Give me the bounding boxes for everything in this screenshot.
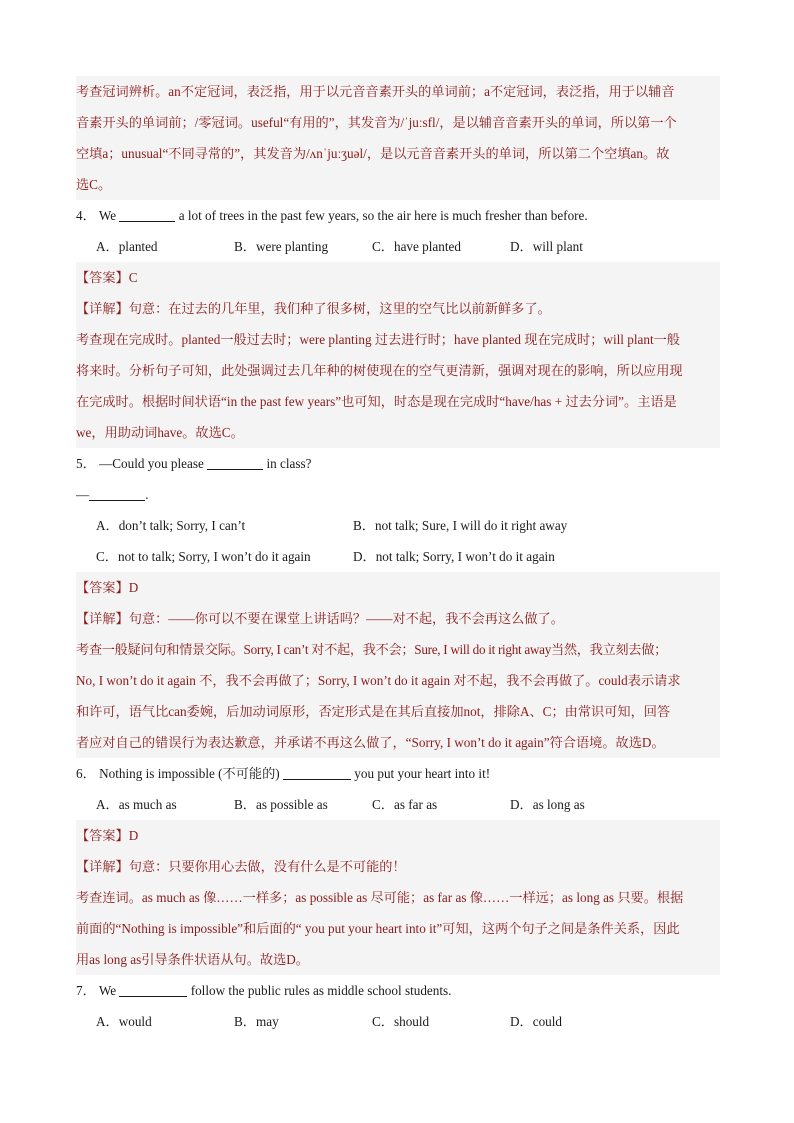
stem-text: a lot of trees in the past few years, so the air here is much fresher than before.	[178, 208, 588, 223]
detail-line: 考查现在完成时。planted一般过去时；were planting 过去进行时；have planted 现在完成时；will plant一般	[76, 332, 680, 347]
detail-line: 考查连词。as much as 像……一样多；as possible as 尽可能；as far as 像……一样远；as long as 只要。根据	[76, 890, 684, 905]
question-5-reply	[76, 479, 720, 510]
reply-blank	[89, 486, 145, 501]
option-b: B．were planting	[234, 239, 329, 254]
option-a: A．as much as	[96, 797, 177, 812]
stem-text: We	[98, 983, 117, 998]
stem-text: you put your heart into it!	[354, 766, 491, 781]
answer-line	[76, 262, 720, 293]
question-number: 6．	[76, 766, 96, 781]
answer-line	[76, 572, 720, 603]
detail-label: 【详解】	[76, 611, 129, 626]
question-number: 4．	[76, 208, 96, 223]
question-number: 5．	[76, 456, 96, 471]
explanation-line: 音素开头的单词前；/零冠词。useful“有用的”，其发音为/ˈjuːsfl/，是以辅音音素开头的单词，所以第一个	[76, 115, 677, 130]
detail-label: 【详解】	[76, 301, 129, 316]
option-c: C．not to talk; Sorry, I won’t do it again	[96, 549, 311, 564]
detail-text: 句意：——你可以不要在课堂上讲话吗？——对不起，我不会再这么做了。	[128, 611, 564, 626]
q3-explanation	[76, 76, 720, 200]
option-b: B．may	[234, 1014, 279, 1029]
answer-blank	[207, 455, 263, 470]
explanation-line: 考查冠词辨析。an不定冠词，表泛指，用于以元音音素开头的单词前；a不定冠词，表泛指，用于以辅音	[76, 84, 675, 99]
detail-line: No, I won’t do it again 不，我不会再做了；Sorry, I won’t do it again 对不起，我不会再做了。could表示请求	[76, 673, 681, 688]
reply-period: .	[145, 487, 149, 502]
option-a: A．planted	[96, 239, 158, 254]
answer-value: D	[128, 580, 139, 595]
question-5-options-row2	[76, 541, 720, 572]
question-6-solution	[76, 820, 720, 975]
option-c: C．as far as	[372, 797, 438, 812]
question-4-stem	[76, 200, 720, 231]
answer-blank	[119, 982, 187, 997]
question-7-options	[76, 1006, 720, 1037]
question-4-options	[76, 231, 720, 262]
question-5-options-row1	[76, 510, 720, 541]
option-a: A．would	[96, 1014, 152, 1029]
option-d: D．not talk; Sorry, I won’t do it again	[353, 549, 555, 564]
detail-line: 前面的“Nothing is impossible”和后面的“ you put your heart into it”可知，这两个句子之间是条件关系，因此	[76, 921, 680, 936]
option-c: C．should	[372, 1014, 430, 1029]
answer-label: 【答案】	[76, 580, 129, 595]
question-4-solution	[76, 262, 720, 448]
option-d: D．as long as	[510, 797, 585, 812]
question-7-stem	[76, 975, 720, 1006]
question-6-options	[76, 789, 720, 820]
question-number: 7．	[76, 983, 96, 998]
answer-label: 【答案】	[76, 270, 129, 285]
document-page	[76, 76, 720, 1037]
option-d: D．will plant	[510, 239, 583, 254]
stem-text: Nothing is impossible (不可能的)	[99, 766, 280, 781]
detail-line	[76, 603, 720, 634]
detail-text: 句意：只要你用心去做，没有什么是不可能的！	[128, 859, 406, 874]
detail-text: 句意：在过去的几年里，我们种了很多树，这里的空气比以前新鲜多了。	[128, 301, 551, 316]
option-d: D．could	[510, 1014, 563, 1029]
detail-label: 【详解】	[76, 859, 129, 874]
detail-line: 考查一般疑问句和情景交际。Sorry, I can’t 对不起，我不会；Sure, I will do it right away当然，我立刻去做；	[76, 642, 667, 657]
option-c: C．have planted	[372, 239, 461, 254]
detail-line: we，用助动词have。故选C。	[76, 425, 244, 440]
question-5-solution	[76, 572, 720, 758]
reply-dash: —	[76, 487, 90, 502]
detail-line	[76, 851, 720, 882]
stem-text: in class?	[266, 456, 312, 471]
detail-line: 将来时。分析句子可知，此处强调过去几年种的树使现在的空气更清新，强调对现在的影响，所以应用现	[76, 363, 683, 378]
detail-line: 在完成时。根据时间状语“in the past few years”也可知，时态是现在完成时“have/has + 过去分词”。主语是	[76, 394, 677, 409]
stem-text: We	[98, 208, 117, 223]
answer-value: D	[128, 828, 139, 843]
answer-line	[76, 820, 720, 851]
question-6-stem	[76, 758, 720, 789]
answer-blank	[283, 765, 351, 780]
option-b: B．as possible as	[234, 797, 328, 812]
explanation-line: 空填a；unusual“不同寻常的”，其发音为/ʌnˈjuːʒuəl/，是以元音音素开头的单词，所以第二个空填an。故	[76, 146, 670, 161]
answer-blank	[119, 207, 175, 222]
stem-text: —Could you please	[99, 456, 204, 471]
detail-line	[76, 293, 720, 324]
detail-line: 和许可，语气比can委婉，后加动词原形，否定形式是在其后直接加not，排除A、C；由常识可知，回答	[76, 704, 671, 719]
option-b: B．not talk; Sure, I will do it right away	[353, 518, 568, 533]
stem-text: follow the public rules as middle school students.	[190, 983, 452, 998]
explanation-line: 选C。	[76, 177, 112, 192]
answer-label: 【答案】	[76, 828, 129, 843]
detail-line: 用as long as引导条件状语从句。故选D。	[76, 952, 309, 967]
detail-line: 者应对自己的错误行为表达歉意，并承诺不再这么做了，“Sorry, I won’t do it again”符合语境。故选D。	[76, 735, 665, 750]
answer-value: C	[128, 270, 138, 285]
option-a: A．don’t talk; Sorry, I can’t	[96, 518, 246, 533]
question-5-stem	[76, 448, 720, 479]
